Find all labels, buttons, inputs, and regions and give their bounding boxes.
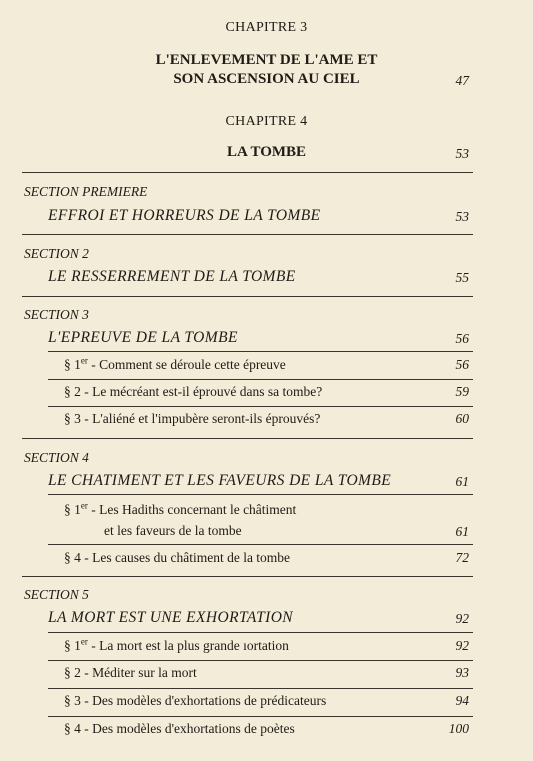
section-5-page: 92 [455, 611, 469, 626]
s5-item-2: § 2 - Méditer sur la mort [64, 665, 197, 680]
divider [48, 351, 473, 352]
chapter-4-title: LA TOMBE [226, 144, 307, 160]
divider [48, 544, 473, 545]
divider [22, 576, 473, 577]
section-3-label: SECTION 3 [24, 307, 89, 322]
s3-item-1-page: 56 [455, 357, 469, 372]
s3-item-2-page: 59 [455, 384, 469, 399]
divider [22, 172, 473, 173]
s5-item-4: § 4 - Des modèles d'exhortations de poètes [64, 721, 295, 736]
divider [48, 379, 473, 380]
s5-item-3-page: 94 [455, 693, 469, 708]
divider [22, 234, 473, 235]
section-2-title: LE RESSERREMENT DE LA TOMBE [48, 268, 296, 285]
s5-item-1: § 1er - La mort est la plus grande ıortation [64, 636, 289, 653]
divider [48, 716, 473, 717]
s4-item-4-page: 72 [455, 550, 469, 565]
divider [48, 660, 473, 661]
divider [48, 406, 473, 407]
chapter-3-label: CHAPITRE 3 [225, 20, 308, 35]
s5-item-2-page: 93 [455, 665, 469, 680]
s4-item-1-page: 61 [455, 524, 469, 539]
section-1-title: EFFROI ET HORREURS DE LA TOMBE [48, 207, 321, 224]
s3-item-3: § 3 - L'aliéné et l'impubère seront-ils éprouvés? [64, 411, 321, 426]
section-1-page: 53 [455, 209, 469, 224]
s4-item-4: § 4 - Les causes du châtiment de la tombe [64, 550, 291, 565]
section-4-title: LE CHATIMENT ET LES FAVEURS DE LA TOMBE [48, 472, 392, 489]
chapter-3-title-line2: SON ASCENSION AU CIEL [173, 71, 360, 87]
divider [48, 632, 473, 633]
divider [48, 494, 473, 495]
chapter-4-page: 53 [455, 146, 469, 161]
section-2-label: SECTION 2 [24, 246, 89, 261]
s5-item-1-page: 92 [455, 638, 469, 653]
s4-item-1: § 1er - Les Hadiths concernant le châtiment [64, 500, 297, 517]
s3-item-2: § 2 - Le mécréant est-il éprouvé dans sa tombe? [64, 384, 323, 399]
chapter-4-label: CHAPITRE 4 [225, 114, 308, 129]
section-5-label: SECTION 5 [24, 587, 89, 602]
section-3-page: 56 [455, 331, 469, 346]
divider [22, 438, 473, 439]
s5-item-3: § 3 - Des modèles d'exhortations de prédicateurs [64, 693, 327, 708]
section-3-title: L'EPREUVE DE LA TOMBE [48, 329, 238, 346]
divider [48, 688, 473, 689]
section-4-label: SECTION 4 [24, 450, 89, 465]
divider [22, 296, 473, 297]
section-2-page: 55 [455, 270, 469, 285]
s4-item-1-line2: et les faveurs de la tombe [104, 523, 242, 538]
section-1-label: SECTION PREMIERE [24, 184, 148, 199]
s3-item-1: § 1er - Comment se déroule cette épreuve [64, 355, 286, 372]
s5-item-4-page: 100 [448, 721, 469, 736]
chapter-3-title-line1: L'ENLEVEMENT DE L'AME ET [155, 52, 378, 68]
section-4-page: 61 [455, 474, 469, 489]
s3-item-3-page: 60 [455, 411, 469, 426]
chapter-3-page: 47 [455, 73, 469, 88]
section-5-title: LA MORT EST UNE EXHORTATION [48, 609, 294, 626]
